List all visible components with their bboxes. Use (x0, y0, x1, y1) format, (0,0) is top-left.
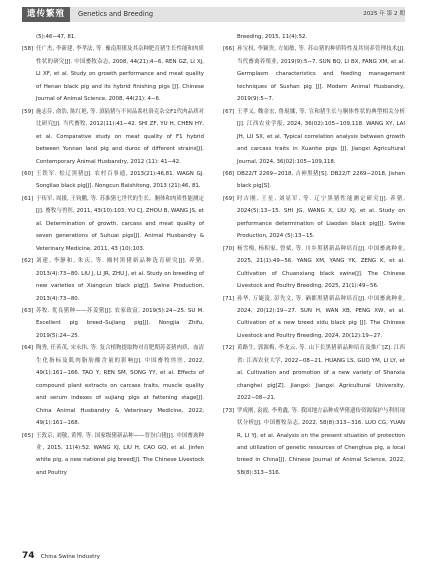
reference-entry (22, 106, 204, 168)
section-title: Genetics and Breeding (70, 7, 405, 22)
reference-entry (22, 43, 204, 105)
reference-entry (22, 168, 204, 193)
journal-name: China Swine Industry (40, 554, 100, 560)
journal-logo: 遗传繁殖 (22, 7, 70, 22)
reference-entry (22, 255, 204, 305)
reference-number: [73] (223, 407, 235, 414)
reference-text: 施志芬, 俞浩, 陈红艳, 等. 滇陆猪与不同品系杜洛克杂交F1代肉品质对比研究[J]. 当代畜牧, 2012(11):41−42. SHI ZF, YU H, CHEN HY, et al. Comparative study on meat quality of F1 hybrid between Yunnan land pig and duroc of different strains[J]. Contemporary Animal Husbandry, 2012 (11): 41−42. (36, 108, 204, 165)
page-footer (22, 551, 100, 561)
reference-entry (223, 293, 405, 343)
reference-number: [67] (223, 108, 235, 115)
reference-number: [68] (223, 170, 235, 177)
reference-entry (22, 342, 204, 429)
reference-number: [65] (22, 432, 34, 439)
reference-text: 王铁军. 松辽黑猪[J]. 农村百事通, 2013(21):46,81. WAGN GJ. Songliao black pig[J]. Nongcun Baishitong, 2013 (21):46, 81. (36, 170, 204, 190)
reference-entry (223, 342, 405, 404)
page-number: 74 (22, 551, 35, 561)
reference-entry (223, 43, 405, 105)
reference-number: [63] (22, 307, 34, 314)
reference-number: [61] (22, 195, 34, 202)
reference-text: 王孝义, 魏金宏, 鲁琨娜, 等. 宣和猪生长与胴体性状的典型相关分析[J]. 江西农业学报, 2024, 36(02):105−109,118. WANG XY, LAI JH, LU SX, et al. Typical correlation analysis between growth and carcass traits in Xuanhe pigs [J]. Jiangxi Agricultural Journal, 2024, 36(02):105−109,118. (237, 108, 405, 165)
reference-text: 杨雪梅, 杨积家, 曾斌, 等. 川乡黑猪新品种培育[J]. 中国畜禽种业, 2025, 21(1):49−56. YANG XM, YANG YK, ZENG K, et al. Cultivation of Chuanxiang black swine[J]. The Chinese Livestock and Poultry Breeding, 2025, 21(1):49−56. (237, 245, 405, 290)
reference-text: 陶秀, 任善茂, 宋永伟, 等. 复合植物提取物对育肥期苏姜猪肉质、血清生化指标及肌肉脂肪酸含量的影响[J]. 中国畜牧兽医, 2022, 49(1):161−166. TAO Y, REN SM, SONG YY, et al. Effects of compound plant extracts on carcass traits, muscle quality and serum indexes of sujiang pigs at fattening stage[J]. China Animal Husbandry & Veterinary Medicine, 2022, 49(1):161−168. (36, 345, 204, 427)
reference-entry (223, 193, 405, 243)
reference-entry (22, 193, 204, 255)
reference-number: [64] (22, 345, 34, 352)
reference-number: [66] (223, 46, 235, 53)
reference-number: [72] (223, 345, 235, 352)
reference-column-right (223, 31, 405, 479)
reference-text: DB22/T 2269−2018, 吉神黑猪[S]. DB22/T 2269−2018, Jishen black pig[S]. (237, 170, 405, 190)
reference-number: [59] (22, 108, 34, 115)
reference-number: [62] (22, 258, 34, 265)
reference-text: 黄路生, 郭源梅, 李龙云, 等. 山下长黑猪新品种培育及推广[Z]. 江西省: 江西农业大学, 2022−08−21. HUANG LS, GUO YM, LI LY, et al. Cultivation and promotion of a new variety of Shanxia changhei pig[Z]. Jiangxi: Jiangxi Agricultural University, 2022−08−21. (237, 345, 405, 402)
reference-column-left (22, 31, 204, 479)
reference-text: 时吉刚, 王星, 刘显军, 等. 辽宁黑猪性能测定研究[J]. 养猪, 2024(5):13−15. SHI JG, WANG X, LIU XJ, et al. Study on performance determination of Liaodan black pig[J]. Swine Production, 2024 (5):13−15. (237, 195, 405, 240)
reference-text: 于传军, 周援, 王钧鹏, 等. 苏淮猪七世代的生长、胴体和肉质性能测定[J]. 畜牧与兽医, 2011, 43(10):103. YU CJ, ZHOU B, WANG JS, et al. Determination of growth, carcass and meat quality of seven generations of Suhuai pigs[J]. Animal Husbandry & Veterinary Medicine, 2011, 43 (10):103. (36, 195, 204, 252)
reference-text: 任广杰, 李新建, 李孝法, 等. 豫南黑猪及其杂种肥育猪生长性能和肉质性状的研究[J]. 中国畜牧杂志, 2008, 44(21):4−6. REN GZ, LI XJ, LI XF, et al. Study on growth performance and meat quality of Henan black pig and its hybrid finishing pigs [J]. Chinese Journal of Animal Science, 2008, 44(21): 4−6. (36, 46, 204, 103)
reference-text: 孙宝权, 李颖贵, 方娟敏, 等. 苏山猪的种质特性及其饲养管理技术[J]. 当代畜禽养殖业, 2019(9):5−7. SUN BQ, LI BX, FANG XM, et al. Germplasm characteristics and feeding management techniques of Sushan pig [J]. Modern Animal Husbandry, 2019(9):5−7. (237, 46, 405, 103)
reference-number: [71] (223, 295, 235, 302)
reference-text: 王敦京, 刘敬, 黄博, 等. 国家级猪新品种——晋汾白猪[J]. 中国畜禽种业, 2015, 11(4):52. WANG XJ, LIU H, CAO GQ, et al. Jinfen white pig, a new national pig breed[J]. The Chinese Livestock and Poultry (36, 432, 204, 476)
reference-entry (22, 305, 204, 342)
reference-text: 刘建, 李静和, 朱庆, 等. 湘村黑猪新品种选育研究[J]. 养猪, 2013(4):73−80. LIU J, LI JR, ZHU J, et al. Study on breeding of new varieties of Xiangcun black pig[J]. Swine Production, 2013(4):73−80. (36, 258, 204, 302)
reference-text: 孙华, 万婕淩, 彭先文, 等. 硒都黑猪新品种培育[J]. 中国畜禽种业, 2024, 20(12):19−27. SUN H, WAN XB, PENG XW, et al. Cultivation of a new breed xidu black pig [J]. The Chinese Livestock and Poultry Breeding, 2024, 20(12):19−27. (237, 295, 405, 339)
reference-number: [69] (223, 195, 235, 202)
reference-entry (22, 31, 204, 43)
reference-number: [58] (22, 46, 34, 53)
reference-entry (223, 168, 405, 193)
reference-text: (5):46−47, 81. (36, 34, 77, 40)
page-header (0, 0, 427, 28)
issue-label: 2025 年 第 2 期 (363, 11, 405, 17)
reference-entry (223, 405, 405, 480)
reference-text: 苏牧. 优良猪种——苏姜猪[J]. 农家致富, 2019(5):24−25. SU M. Excellent pig breed–Sujiang pig[J]. Nongjia Zhifu, 2019(5):24−25. (36, 307, 204, 339)
reference-entry (223, 243, 405, 293)
reference-entry (223, 106, 405, 168)
reference-number: [70] (223, 245, 235, 252)
reference-text: Breeding, 2015, 11(4):52. (237, 34, 308, 40)
reference-entry (22, 430, 204, 480)
reference-text: 罗成刚, 袁霞, 李勇鑫, 等. 我国地方品种成华猪遗传资源保护与利用现状分析[J]. 中国畜牧杂志, 2022, 58(8):313−316. LUO CG, YUAN R, LI YJ, et al. Analysis on the present situation of protection and utilization of genetic resources of Chenghua pig, a local breed in China[J]. Chinese Journal of Animal Science, 2022, 58(8):313−316. (237, 407, 405, 476)
reference-number: [60] (22, 170, 34, 177)
reference-entry (223, 31, 405, 43)
